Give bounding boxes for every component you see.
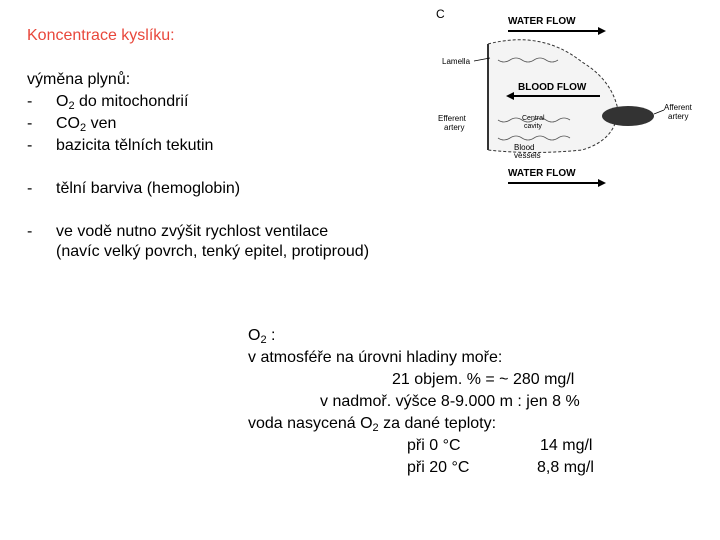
water-flow-bottom-label: WATER FLOW xyxy=(508,168,576,179)
gas-exchange-heading: výměna plynů: xyxy=(27,71,131,88)
blood-vessels-label-2: vessels xyxy=(514,151,541,160)
afferent-label-2: artery xyxy=(668,112,689,121)
lamella-label: Lamella xyxy=(442,57,471,66)
saturated-water-line: voda nasycená $O_2$ za dané teploty: xyxy=(248,415,497,434)
atmosphere-line: v atmosféře na úrovni hladiny moře: xyxy=(248,349,503,366)
list-item-ventilation: ve vodě nutno zvýšit rychlost ventilace xyxy=(56,223,329,240)
o2-heading: $O_2$ : xyxy=(248,327,276,346)
temp-20-value: 8,8 mg/l xyxy=(537,459,594,476)
slide-title: Koncentrace kyslíku: xyxy=(27,27,175,44)
gill-lamella-diagram xyxy=(432,0,720,190)
water-flow-bottom-arrowhead xyxy=(598,179,606,187)
figure-letter: C xyxy=(436,7,445,21)
list-item-ventilation-note: (navíc velký povrch, tenký epitel, protiproud) xyxy=(56,243,370,260)
efferent-label-1: Efferent xyxy=(438,114,466,123)
temp-0-label: při 0 °C xyxy=(407,437,461,454)
afferent-artery-shape xyxy=(602,106,654,126)
altitude-line: v nadmoř. výšce 8-9.000 m : jen 8 % xyxy=(320,393,580,410)
atmosphere-value: 21 objem. % = ~ 280 mg/l xyxy=(392,371,575,388)
blood-flow-label: BLOOD FLOW xyxy=(518,82,587,93)
bullet-dash: - xyxy=(27,137,33,154)
water-flow-top-label: WATER FLOW xyxy=(508,16,576,27)
list-item-o2: $O_2$ do mitochondrií xyxy=(56,93,189,112)
list-item-co2: $CO_2$ ven xyxy=(56,115,117,134)
bullet-dash: - xyxy=(27,180,33,197)
bullet-dash: - xyxy=(27,93,33,110)
temp-20-label: při 20 °C xyxy=(407,459,470,476)
water-flow-top-arrowhead xyxy=(598,27,606,35)
list-item-pigments: tělní barviva (hemoglobin) xyxy=(56,180,241,197)
bullet-dash: - xyxy=(27,115,33,132)
bullet-dash: - xyxy=(27,223,33,240)
afferent-label-1: Afferent xyxy=(664,103,692,112)
list-item-basicity: bazicita tělních tekutin xyxy=(56,137,214,154)
temp-0-value: 14 mg/l xyxy=(540,437,593,454)
blood-vessels-label-1: Blood xyxy=(514,143,535,152)
efferent-label-2: artery xyxy=(444,123,465,132)
central-cavity-label-2: cavity xyxy=(524,123,542,130)
central-cavity-label-1: Central xyxy=(522,115,545,122)
